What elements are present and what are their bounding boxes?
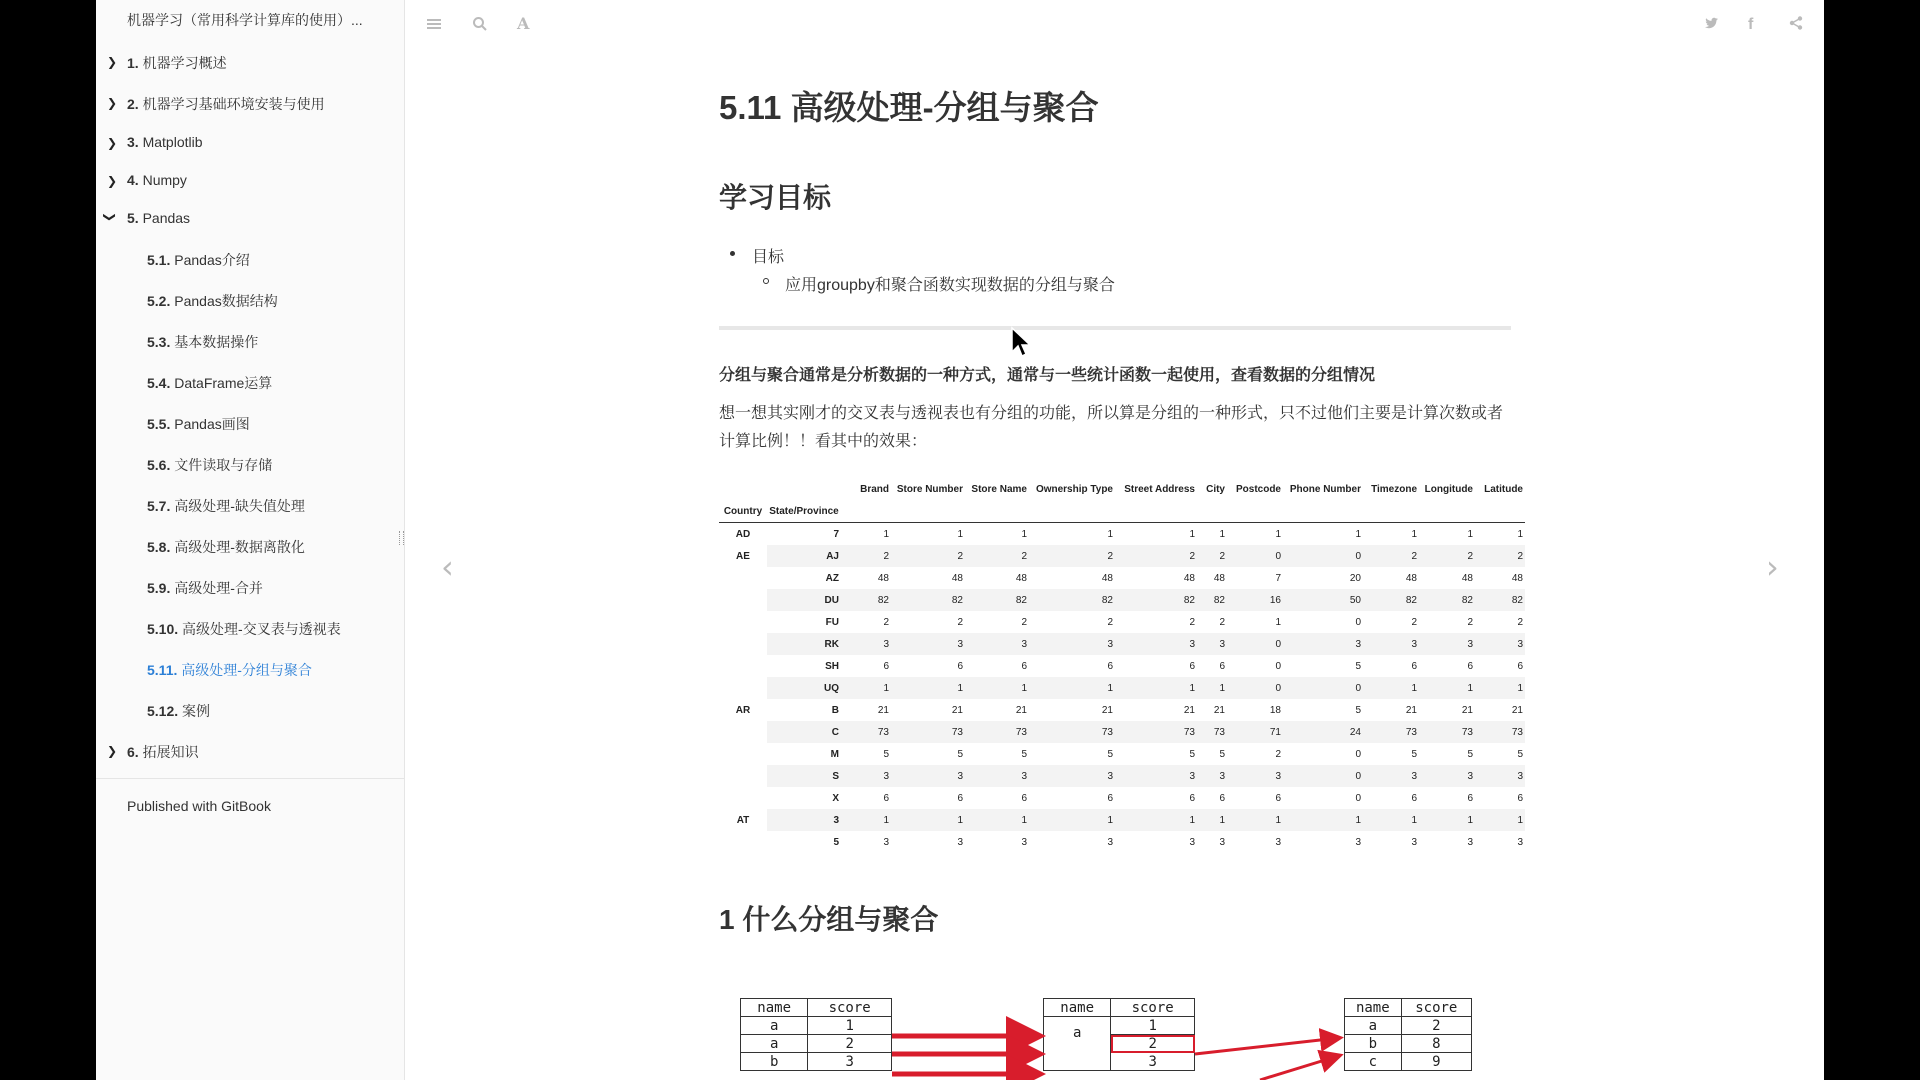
- table-cell: 2: [1411, 616, 1417, 628]
- index-country: [719, 831, 767, 853]
- index-country: [719, 677, 767, 699]
- table-cell: 1: [1275, 616, 1281, 628]
- table-cell: 2: [1475, 545, 1525, 567]
- table-cell: 21: [1405, 704, 1417, 716]
- index-country: [719, 787, 767, 809]
- table-column-header: Latitude: [1484, 483, 1523, 495]
- table-cell: 6: [883, 792, 889, 804]
- table-cell: 0: [1355, 616, 1361, 628]
- table-cell: 3: [965, 765, 1029, 787]
- table-cell: 48: [1015, 572, 1027, 584]
- table-column-header: Timezone: [1371, 483, 1417, 495]
- table-cell: 3: [1475, 765, 1525, 787]
- table-column-header: Store Number: [896, 483, 963, 495]
- table-cell: 0: [1283, 677, 1363, 699]
- table-cell: 5: [957, 748, 963, 760]
- table-cell: 3: [1227, 765, 1283, 787]
- table-cell: 1: [1029, 523, 1115, 546]
- sidebar-item-5-2[interactable]: 5.2. Pandas数据结构: [147, 293, 278, 309]
- table-cell: 48: [951, 572, 963, 584]
- table-row: [719, 633, 1525, 655]
- table-cell: 3: [1355, 836, 1361, 848]
- table-cell: 82: [1475, 589, 1525, 611]
- table-cell: 73: [891, 721, 965, 743]
- table-cell: 2: [841, 545, 891, 567]
- index-country: [719, 567, 767, 589]
- table-cell: 21: [1511, 704, 1523, 716]
- horizontal-rule: [719, 326, 1511, 330]
- table-cell: 6: [1467, 792, 1473, 804]
- table-cell: 82: [1419, 589, 1475, 611]
- table-column-header: Phone Number: [1289, 483, 1361, 495]
- sidebar-item-5-4[interactable]: 5.4. DataFrame运算: [147, 375, 273, 391]
- table-cell: 3: [891, 765, 965, 787]
- table-cell: 21: [1183, 704, 1195, 716]
- table-cell: 1: [1029, 809, 1115, 831]
- table-cell: 1: [1363, 677, 1419, 699]
- table-cell: 1: [891, 677, 965, 699]
- table-cell: 2: [1363, 545, 1419, 567]
- sidebar-item-5-9[interactable]: 5.9. 高级处理-合并: [147, 580, 263, 596]
- table-cell: 6: [1107, 660, 1113, 672]
- twitter-icon[interactable]: [1705, 16, 1719, 35]
- table-cell: 48: [1461, 572, 1473, 584]
- sidebar-item-5-11[interactable]: 5.11. 高级处理-分组与聚合: [147, 662, 312, 678]
- table-column-header: Brand: [860, 483, 889, 495]
- table-cell: 73: [841, 721, 891, 743]
- groupby-result-table: [719, 478, 1525, 853]
- table-cell: 5: [1517, 748, 1523, 760]
- table-cell: 5: [1189, 748, 1195, 760]
- table-cell: 5: [1467, 748, 1473, 760]
- index-state: AZ: [825, 572, 839, 584]
- index-country: [719, 743, 767, 765]
- table-cell: 3: [1363, 765, 1419, 787]
- table-cell: 6: [1189, 660, 1195, 672]
- sidebar-item-5-12[interactable]: 5.12. 案例: [147, 703, 211, 719]
- facebook-icon[interactable]: f: [1748, 16, 1754, 33]
- table-cell: 1: [1475, 809, 1525, 831]
- table-cell: 0: [1355, 792, 1361, 804]
- index-state: UQ: [767, 677, 841, 699]
- table-cell: 82: [1115, 589, 1197, 611]
- gitbook-window: [96, 0, 1824, 1080]
- table-row: [719, 809, 1525, 831]
- table-cell: 7: [1275, 572, 1281, 584]
- table-cell: 48: [1213, 572, 1225, 584]
- sidebar: [96, 0, 405, 1080]
- table-cell: 3: [1411, 836, 1417, 848]
- table-cell: 6: [1467, 660, 1473, 672]
- index-state: S: [767, 765, 841, 787]
- table-cell: 1: [841, 523, 891, 546]
- table-cell: 0: [1227, 545, 1283, 567]
- list-item: 应用groupby和聚合函数实现数据的分组与聚合: [765, 272, 1115, 295]
- table-row: [719, 545, 1525, 567]
- diagram-result-table: name score a 2 b 8 c 9: [1344, 998, 1472, 1071]
- bold-paragraph: 分组与聚合通常是分析数据的一种方式，通常与一些统计函数一起使用，查看数据的分组情况: [719, 367, 1376, 384]
- menu-icon[interactable]: [426, 16, 442, 37]
- table-cell: 1: [965, 809, 1029, 831]
- table-cell: 1: [1197, 809, 1227, 831]
- table-row: [719, 743, 1525, 765]
- sidebar-item-4[interactable]: 4. Numpy: [127, 172, 187, 188]
- table-cell: 6: [1107, 792, 1113, 804]
- table-cell: 50: [1283, 589, 1363, 611]
- table-cell: 2: [1189, 616, 1195, 628]
- table-cell: 1: [965, 523, 1029, 546]
- table-cell: 3: [841, 633, 891, 655]
- table-cell: 0: [1283, 545, 1363, 567]
- table-row: [719, 787, 1525, 809]
- table-cell: 1: [1197, 677, 1227, 699]
- table-row: [719, 655, 1525, 677]
- table-cell: 3: [1115, 633, 1197, 655]
- table-cell: 5: [1355, 704, 1361, 716]
- table-cell: 1: [1283, 809, 1363, 831]
- sidebar-divider: [96, 778, 404, 779]
- index-country: [719, 721, 767, 743]
- table-cell: 3: [1219, 836, 1225, 848]
- diagram-header: score: [1111, 999, 1195, 1017]
- table-cell: 73: [965, 721, 1029, 743]
- table-column-header: Street Address: [1124, 483, 1195, 495]
- table-row: [719, 677, 1525, 699]
- sidebar-item-6[interactable]: 6. 拓展知识: [127, 744, 199, 760]
- gitbook-footer-link[interactable]: Published with GitBook: [127, 798, 271, 814]
- table-cell: 3: [1363, 633, 1419, 655]
- table-cell: 2: [1029, 545, 1115, 567]
- table-cell: 6: [1517, 792, 1523, 804]
- table-cell: 0: [1227, 633, 1283, 655]
- sidebar-item-1[interactable]: 1. 机器学习概述: [127, 55, 227, 71]
- table-cell: 1: [1115, 809, 1197, 831]
- table-cell: 82: [1363, 589, 1419, 611]
- table-cell: 2: [1467, 616, 1473, 628]
- table-cell: 6: [883, 660, 889, 672]
- table-cell: 1: [1363, 809, 1419, 831]
- table-cell: 21: [951, 704, 963, 716]
- table-cell: 73: [1197, 721, 1227, 743]
- diagram-header: score: [1401, 999, 1471, 1017]
- table-cell: 3: [1029, 633, 1115, 655]
- table-cell: 1: [841, 677, 891, 699]
- diagram-arrows: [740, 998, 1476, 1080]
- table-column-header: Ownership Type: [1035, 483, 1113, 495]
- table-cell: 73: [1029, 721, 1115, 743]
- table-cell: 3: [841, 765, 891, 787]
- table-cell: 0: [1355, 748, 1361, 760]
- table-cell: 2: [1275, 748, 1281, 760]
- table-cell: 48: [1101, 572, 1113, 584]
- table-cell: 3: [1419, 765, 1475, 787]
- table-cell: 6: [1189, 792, 1195, 804]
- table-cell: 3: [1475, 633, 1525, 655]
- table-cell: 1: [1197, 523, 1227, 546]
- table-cell: 2: [1219, 616, 1225, 628]
- search-icon[interactable]: [472, 16, 488, 37]
- chevron-down-icon[interactable]: ❯: [103, 212, 117, 223]
- chevron-right-icon[interactable]: ❯: [107, 744, 118, 758]
- font-icon[interactable]: A: [517, 14, 530, 33]
- table-row: [719, 765, 1525, 787]
- sidebar-item-5[interactable]: 5. Pandas: [127, 210, 191, 226]
- index-country: [719, 611, 767, 633]
- table-cell: 3: [957, 836, 963, 848]
- table-row: [719, 831, 1525, 853]
- table-cell: 3: [891, 633, 965, 655]
- table-cell: 3: [883, 836, 889, 848]
- table-cell: 48: [1183, 572, 1195, 584]
- table-cell: 3: [1197, 765, 1227, 787]
- index-country: [719, 633, 767, 655]
- table-cell: 2: [965, 545, 1029, 567]
- table-cell: 16: [1227, 589, 1283, 611]
- table-cell: 6: [1021, 792, 1027, 804]
- table-cell: 1: [1029, 677, 1115, 699]
- table-cell: 82: [841, 589, 891, 611]
- table-cell: 1: [1475, 523, 1525, 546]
- table-cell: 1: [1419, 677, 1475, 699]
- table-cell: 1: [965, 677, 1029, 699]
- list-item: 目标: [731, 244, 784, 267]
- table-cell: 3: [1189, 836, 1195, 848]
- arrow-icon: [1260, 1056, 1338, 1080]
- table-cell: 1: [891, 523, 965, 546]
- table-cell: 5: [1021, 748, 1027, 760]
- table-column-header: Longitude: [1424, 483, 1473, 495]
- table-cell: 21: [1461, 704, 1473, 716]
- table-cell: 6: [957, 660, 963, 672]
- table-cell: 1: [1115, 523, 1197, 546]
- index-name-state: State/Province: [769, 505, 839, 517]
- index-state: SH: [825, 660, 839, 672]
- table-row: [719, 699, 1525, 721]
- table-cell: 73: [1475, 721, 1525, 743]
- index-state: FU: [825, 616, 839, 628]
- table-row: [719, 721, 1525, 743]
- table-cell: 73: [1419, 721, 1475, 743]
- table-cell: 3: [1197, 633, 1227, 655]
- sidebar-item-5-1[interactable]: 5.1. Pandas介绍: [147, 252, 250, 268]
- table-cell: 24: [1283, 721, 1363, 743]
- table-cell: 6: [1275, 792, 1281, 804]
- index-state: 7: [767, 523, 841, 546]
- index-state: AJ: [767, 545, 841, 567]
- table-cell: 3: [1021, 836, 1027, 848]
- table-cell: 82: [891, 589, 965, 611]
- table-cell: 0: [1275, 660, 1281, 672]
- table-cell: 0: [1283, 765, 1363, 787]
- table-cell: 48: [1405, 572, 1417, 584]
- groupby-diagram: [740, 998, 1476, 1080]
- table-cell: 2: [1197, 545, 1227, 567]
- book-title[interactable]: 机器学习（常用科学计算库的使用）...: [127, 12, 363, 28]
- table-cell: 6: [1219, 660, 1225, 672]
- sidebar-item-5-5[interactable]: 5.5. Pandas画图: [147, 416, 250, 432]
- table-cell: 1: [1227, 809, 1283, 831]
- table-cell: 3: [1029, 765, 1115, 787]
- table-cell: 71: [1227, 721, 1283, 743]
- chevron-right-icon[interactable]: ❯: [107, 174, 118, 188]
- page-title: 5.11 高级处理-分组与聚合: [719, 89, 1099, 126]
- table-cell: 3: [1467, 836, 1473, 848]
- table-cell: 73: [1115, 721, 1197, 743]
- chevron-right-icon[interactable]: ❯: [107, 96, 118, 110]
- table-row: [719, 523, 1525, 546]
- diagram-header: name: [1044, 999, 1111, 1017]
- table-column-header: City: [1206, 483, 1225, 495]
- table-cell: 3: [1115, 765, 1197, 787]
- section-heading-what-is-groupby: 1 什么分组与聚合: [719, 904, 939, 935]
- previous-page-arrow-icon[interactable]: ‹: [441, 548, 454, 586]
- share-icon[interactable]: [1789, 16, 1803, 35]
- table-column-header: Postcode: [1235, 483, 1281, 495]
- sidebar-resize-handle[interactable]: [399, 531, 404, 545]
- table-cell: 2: [1419, 545, 1475, 567]
- table-cell: 5: [1411, 748, 1417, 760]
- next-page-arrow-icon[interactable]: ›: [1766, 548, 1779, 586]
- table-row: [719, 589, 1525, 611]
- diagram-source-table: name score a 1 a 2 b 3: [740, 998, 892, 1071]
- table-cell: 6: [1517, 660, 1523, 672]
- table-cell: 3: [1283, 633, 1363, 655]
- table-column-header: Store Name: [971, 483, 1027, 495]
- table-cell: 1: [1475, 677, 1525, 699]
- index-state: 3: [767, 809, 841, 831]
- index-state: B: [831, 704, 839, 716]
- table-cell: 3: [1419, 633, 1475, 655]
- section-heading-goal: 学习目标: [719, 182, 832, 213]
- table-cell: 5: [1355, 660, 1361, 672]
- index-state: RK: [767, 633, 841, 655]
- index-state: X: [832, 792, 839, 804]
- table-cell: 3: [965, 633, 1029, 655]
- diagram-header: score: [808, 999, 892, 1017]
- chevron-right-icon[interactable]: ❯: [107, 136, 118, 150]
- index-country: AE: [719, 545, 767, 567]
- paragraph: 想一想其实刚才的交叉表与透视表也有分组的功能，所以算是分组的一种形式，只不过他们主要是计算次数或者计算比例！！看其中的效果：: [719, 405, 1504, 450]
- table-cell: 21: [1015, 704, 1027, 716]
- table-cell: 82: [1197, 589, 1227, 611]
- table-cell: 82: [1029, 589, 1115, 611]
- table-cell: 3: [1517, 836, 1523, 848]
- index-state: C: [767, 721, 841, 743]
- table-cell: 6: [1411, 792, 1417, 804]
- table-cell: 2: [1115, 545, 1197, 567]
- table-cell: 1: [1115, 677, 1197, 699]
- table-cell: 21: [1213, 704, 1225, 716]
- table-cell: 3: [1275, 836, 1281, 848]
- table-row: [719, 567, 1525, 589]
- sidebar-item-3[interactable]: 3. Matplotlib: [127, 134, 203, 150]
- index-country: [719, 655, 767, 677]
- table-cell: 2: [1517, 616, 1523, 628]
- table-cell: 6: [957, 792, 963, 804]
- index-name-country: Country: [723, 505, 763, 517]
- sidebar-item-5-8[interactable]: 5.8. 高级处理-数据离散化: [147, 539, 305, 555]
- table-cell: 82: [965, 589, 1029, 611]
- index-state: 5: [833, 836, 839, 848]
- index-country: AT: [719, 809, 767, 831]
- table-cell: 6: [1219, 792, 1225, 804]
- arrow-icon: [1195, 1038, 1338, 1054]
- table-index-header-row: [719, 500, 1525, 523]
- table-cell: 1: [1363, 523, 1419, 546]
- diagram-header: name: [1345, 999, 1402, 1017]
- table-cell: 1: [841, 809, 891, 831]
- table-cell: 48: [877, 572, 889, 584]
- chevron-right-icon[interactable]: ❯: [107, 55, 118, 69]
- table-cell: 2: [883, 616, 889, 628]
- table-cell: 48: [1511, 572, 1523, 584]
- index-country: AD: [719, 523, 767, 546]
- diagram-header: name: [741, 999, 808, 1017]
- table-cell: 20: [1349, 572, 1361, 584]
- table-cell: 73: [1363, 721, 1419, 743]
- sidebar-item-5-10[interactable]: 5.10. 高级处理-交叉表与透视表: [147, 621, 341, 637]
- table-cell: 6: [1411, 660, 1417, 672]
- sidebar-item-5-6[interactable]: 5.6. 文件读取与存储: [147, 457, 273, 473]
- sidebar-item-5-7[interactable]: 5.7. 高级处理-缺失值处理: [147, 498, 305, 514]
- sidebar-item-5-3[interactable]: 5.3. 基本数据操作: [147, 334, 259, 350]
- table-cell: 21: [877, 704, 889, 716]
- table-cell: 0: [1227, 677, 1283, 699]
- table-cell: 1: [1419, 809, 1475, 831]
- table-cell: 2: [1107, 616, 1113, 628]
- table-cell: 2: [1021, 616, 1027, 628]
- table-cell: 1: [1227, 523, 1283, 546]
- index-state: M: [830, 748, 839, 760]
- table-cell: 3: [1107, 836, 1113, 848]
- table-row: [719, 611, 1525, 633]
- table-cell: 1: [1283, 523, 1363, 546]
- table-cell: 6: [1021, 660, 1027, 672]
- table-cell: 18: [1269, 704, 1281, 716]
- table-cell: 5: [1107, 748, 1113, 760]
- index-country: [719, 589, 767, 611]
- table-cell: 5: [1219, 748, 1225, 760]
- table-cell: 1: [891, 809, 965, 831]
- mouse-cursor-icon: [1010, 326, 1032, 358]
- index-state: DU: [767, 589, 841, 611]
- diagram-grouped-table: name score a 1 2 3: [1043, 998, 1195, 1071]
- table-cell: 2: [891, 545, 965, 567]
- table-cell: 1: [1419, 523, 1475, 546]
- table-cell: 21: [1101, 704, 1113, 716]
- table-cell: 5: [883, 748, 889, 760]
- index-country: AR: [719, 699, 767, 721]
- table-cell: 2: [957, 616, 963, 628]
- index-country: [719, 765, 767, 787]
- table-header-row: [719, 478, 1525, 500]
- sidebar-item-2[interactable]: 2. 机器学习基础环境安装与使用: [127, 96, 325, 112]
